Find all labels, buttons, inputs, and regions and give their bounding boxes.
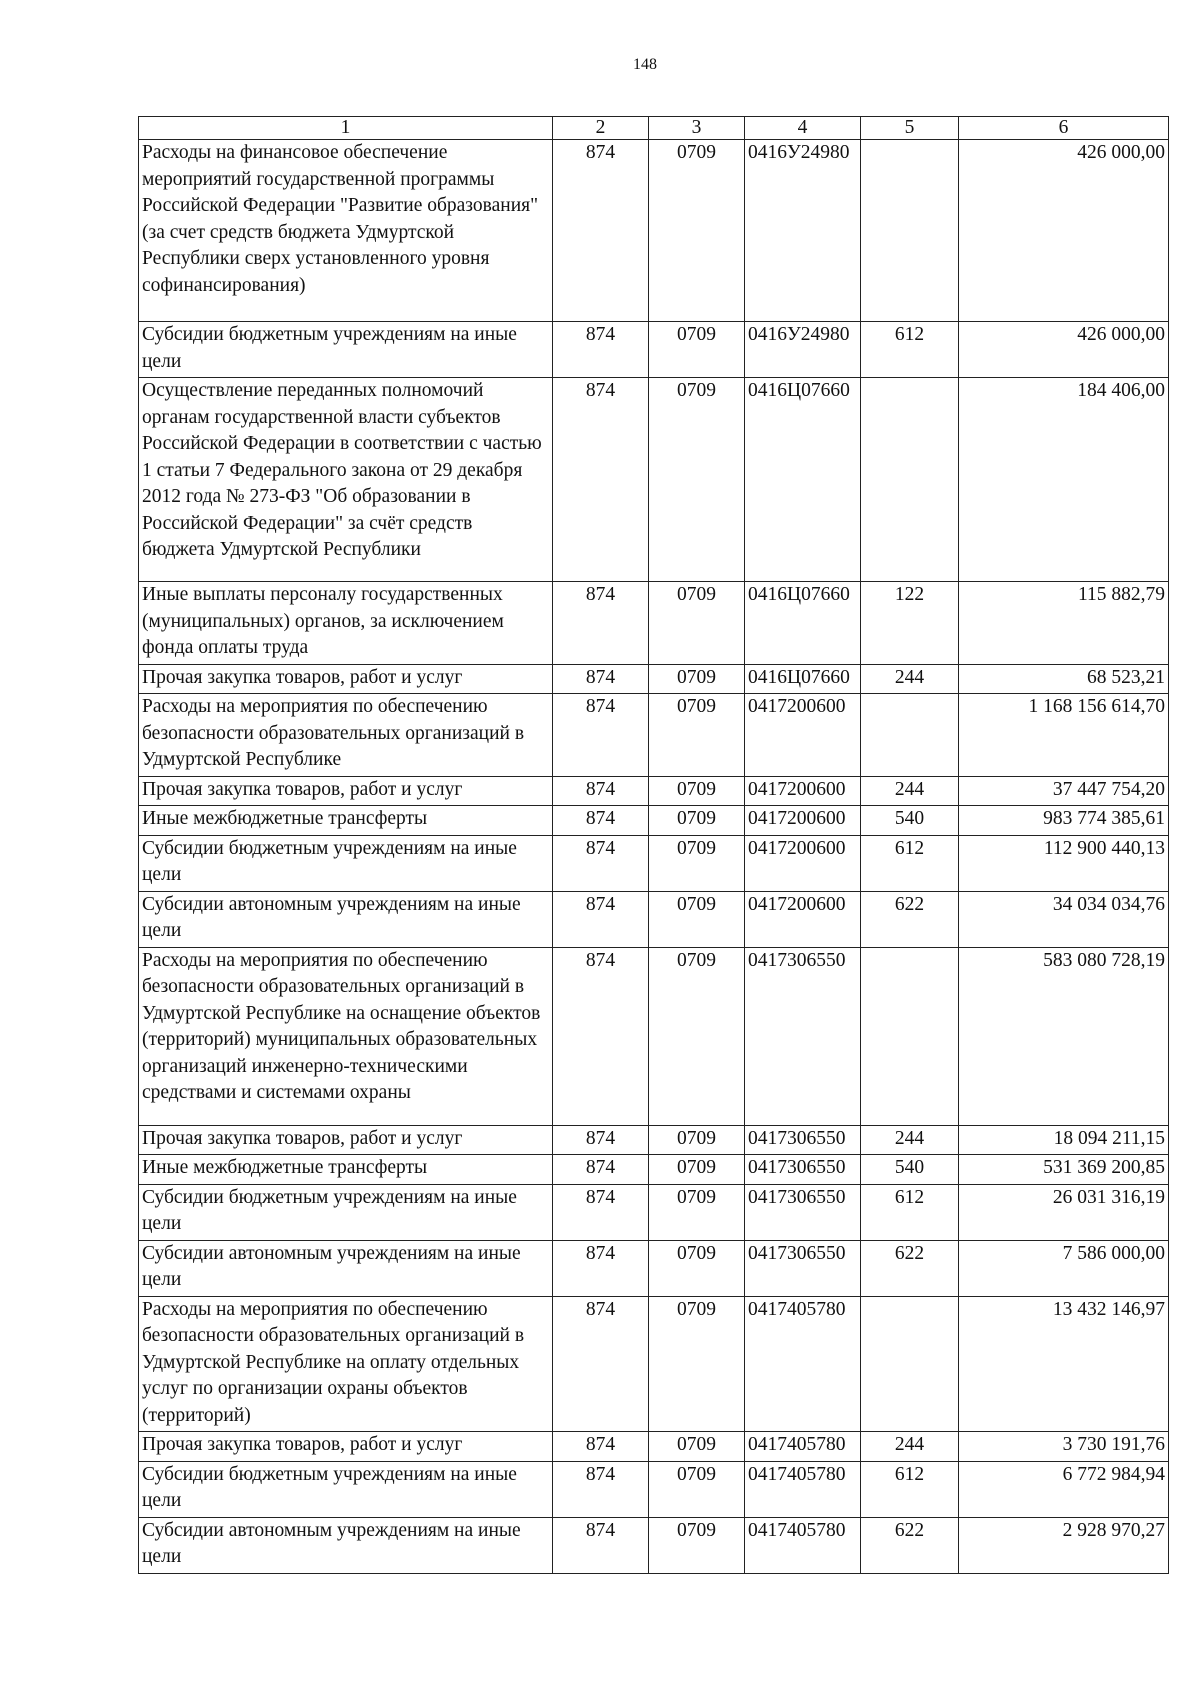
table-row xyxy=(139,806,1169,836)
row-section-code: 0709 xyxy=(649,806,745,836)
row-ved-code: 874 xyxy=(553,322,649,378)
row-section-code: 0709 xyxy=(649,694,745,777)
row-expense-type: 244 xyxy=(861,776,959,806)
row-section-code: 0709 xyxy=(649,1461,745,1517)
row-target-article: 0417306550 xyxy=(745,1125,861,1155)
row-ved-code: 874 xyxy=(553,1432,649,1462)
row-ved-code: 874 xyxy=(553,835,649,891)
row-ved-code: 874 xyxy=(553,776,649,806)
row-expense-type: 612 xyxy=(861,1184,959,1240)
table-row xyxy=(139,1184,1169,1240)
row-ved-code: 874 xyxy=(553,891,649,947)
row-target-article: 0417200600 xyxy=(745,776,861,806)
header-col-1: 1 xyxy=(139,117,553,140)
row-section-code: 0709 xyxy=(649,378,745,582)
table-header-row xyxy=(139,117,1169,140)
row-target-article: 0417200600 xyxy=(745,694,861,777)
row-name: Субсидии бюджетным учреждениям на иные цели xyxy=(139,322,553,378)
row-name: Субсидии автономным учреждениям на иные цели xyxy=(139,891,553,947)
row-amount: 37 447 754,20 xyxy=(959,776,1169,806)
row-section-code: 0709 xyxy=(649,1155,745,1185)
row-name: Расходы на мероприятия по обеспечению безопасности образовательных организаций в Удмуртской Республике xyxy=(139,694,553,777)
row-name: Субсидии бюджетным учреждениям на иные цели xyxy=(139,835,553,891)
row-section-code: 0709 xyxy=(649,1517,745,1573)
row-amount: 184 406,00 xyxy=(959,378,1169,582)
row-name: Прочая закупка товаров, работ и услуг xyxy=(139,1432,553,1462)
row-name: Расходы на финансовое обеспечение мероприятий государственной программы Российской Федерации "Развитие образования" (за счет средств бюджета Удмуртской Республики сверх установленного уровня софинансирования) xyxy=(139,140,553,322)
row-name: Субсидии бюджетным учреждениям на иные цели xyxy=(139,1184,553,1240)
row-expense-type xyxy=(861,1296,959,1432)
row-expense-type: 540 xyxy=(861,1155,959,1185)
row-amount: 531 369 200,85 xyxy=(959,1155,1169,1185)
row-name: Субсидии бюджетным учреждениям на иные цели xyxy=(139,1461,553,1517)
row-target-article: 0417306550 xyxy=(745,1184,861,1240)
row-expense-type: 622 xyxy=(861,1517,959,1573)
row-target-article: 0417405780 xyxy=(745,1517,861,1573)
table-row xyxy=(139,582,1169,665)
row-expense-type: 612 xyxy=(861,322,959,378)
row-section-code: 0709 xyxy=(649,1184,745,1240)
row-amount: 68 523,21 xyxy=(959,664,1169,694)
row-name: Прочая закупка товаров, работ и услуг xyxy=(139,776,553,806)
table-row xyxy=(139,664,1169,694)
row-target-article: 0416Ц07660 xyxy=(745,664,861,694)
row-expense-type xyxy=(861,694,959,777)
row-section-code: 0709 xyxy=(649,1125,745,1155)
row-expense-type: 612 xyxy=(861,1461,959,1517)
table-row xyxy=(139,1517,1169,1573)
row-section-code: 0709 xyxy=(649,322,745,378)
row-name: Иные межбюджетные трансферты xyxy=(139,806,553,836)
row-ved-code: 874 xyxy=(553,1517,649,1573)
row-section-code: 0709 xyxy=(649,891,745,947)
header-col-3: 3 xyxy=(649,117,745,140)
row-section-code: 0709 xyxy=(649,1432,745,1462)
row-amount: 983 774 385,61 xyxy=(959,806,1169,836)
row-expense-type: 122 xyxy=(861,582,959,665)
table-row xyxy=(139,1125,1169,1155)
row-amount: 583 080 728,19 xyxy=(959,947,1169,1125)
row-expense-type: 244 xyxy=(861,1125,959,1155)
row-amount: 34 034 034,76 xyxy=(959,891,1169,947)
row-amount: 426 000,00 xyxy=(959,322,1169,378)
table-row xyxy=(139,140,1169,322)
row-amount: 115 882,79 xyxy=(959,582,1169,665)
row-amount: 18 094 211,15 xyxy=(959,1125,1169,1155)
row-name: Прочая закупка товаров, работ и услуг xyxy=(139,1125,553,1155)
row-target-article: 0416Ц07660 xyxy=(745,582,861,665)
table-row xyxy=(139,378,1169,582)
row-ved-code: 874 xyxy=(553,664,649,694)
row-target-article: 0417405780 xyxy=(745,1296,861,1432)
row-ved-code: 874 xyxy=(553,694,649,777)
row-section-code: 0709 xyxy=(649,140,745,322)
row-name: Иные межбюджетные трансферты xyxy=(139,1155,553,1185)
row-name: Субсидии автономным учреждениям на иные цели xyxy=(139,1240,553,1296)
row-ved-code: 874 xyxy=(553,1184,649,1240)
row-section-code: 0709 xyxy=(649,1296,745,1432)
header-col-6: 6 xyxy=(959,117,1169,140)
row-target-article: 0417405780 xyxy=(745,1461,861,1517)
row-amount: 426 000,00 xyxy=(959,140,1169,322)
row-amount: 13 432 146,97 xyxy=(959,1296,1169,1432)
table-row xyxy=(139,322,1169,378)
row-section-code: 0709 xyxy=(649,582,745,665)
row-expense-type: 622 xyxy=(861,891,959,947)
row-expense-type xyxy=(861,378,959,582)
table-row xyxy=(139,694,1169,777)
header-col-5: 5 xyxy=(861,117,959,140)
row-expense-type xyxy=(861,140,959,322)
row-ved-code: 874 xyxy=(553,1296,649,1432)
row-section-code: 0709 xyxy=(649,664,745,694)
header-col-4: 4 xyxy=(745,117,861,140)
row-name: Осуществление переданных полномочий органам государственной власти субъектов Российской Федерации в соответствии с частью 1 статьи 7 Федерального закона от 29 декабря 2012 года № 273-ФЗ "Об образовании в Российской Федерации" за счёт средств бюджета Удмуртской Республики xyxy=(139,378,553,582)
table-row xyxy=(139,891,1169,947)
row-section-code: 0709 xyxy=(649,947,745,1125)
row-name: Прочая закупка товаров, работ и услуг xyxy=(139,664,553,694)
row-target-article: 0416Ц07660 xyxy=(745,378,861,582)
row-target-article: 0417306550 xyxy=(745,1240,861,1296)
table-row xyxy=(139,1461,1169,1517)
row-ved-code: 874 xyxy=(553,582,649,665)
row-name: Расходы на мероприятия по обеспечению безопасности образовательных организаций в Удмуртской Республике на оплату отдельных услуг по организации охраны объектов (территорий) xyxy=(139,1296,553,1432)
row-amount: 112 900 440,13 xyxy=(959,835,1169,891)
row-ved-code: 874 xyxy=(553,378,649,582)
row-target-article: 0416У24980 xyxy=(745,322,861,378)
table-row xyxy=(139,776,1169,806)
table-row xyxy=(139,1432,1169,1462)
row-amount: 1 168 156 614,70 xyxy=(959,694,1169,777)
table-row xyxy=(139,1296,1169,1432)
table-row xyxy=(139,947,1169,1125)
row-name: Субсидии автономным учреждениям на иные цели xyxy=(139,1517,553,1573)
row-section-code: 0709 xyxy=(649,776,745,806)
row-section-code: 0709 xyxy=(649,835,745,891)
row-ved-code: 874 xyxy=(553,140,649,322)
row-amount: 6 772 984,94 xyxy=(959,1461,1169,1517)
table-row xyxy=(139,1155,1169,1185)
row-target-article: 0416У24980 xyxy=(745,140,861,322)
row-name: Иные выплаты персоналу государственных (муниципальных) органов, за исключением фонда оплаты труда xyxy=(139,582,553,665)
budget-table xyxy=(138,116,1169,1574)
row-expense-type: 622 xyxy=(861,1240,959,1296)
row-ved-code: 874 xyxy=(553,1155,649,1185)
table-row xyxy=(139,835,1169,891)
row-expense-type: 244 xyxy=(861,1432,959,1462)
page-number: 148 xyxy=(633,56,657,73)
row-expense-type: 612 xyxy=(861,835,959,891)
row-ved-code: 874 xyxy=(553,1125,649,1155)
row-ved-code: 874 xyxy=(553,1461,649,1517)
row-target-article: 0417200600 xyxy=(745,891,861,947)
row-amount: 2 928 970,27 xyxy=(959,1517,1169,1573)
row-ved-code: 874 xyxy=(553,947,649,1125)
row-target-article: 0417306550 xyxy=(745,947,861,1125)
row-amount: 26 031 316,19 xyxy=(959,1184,1169,1240)
row-target-article: 0417306550 xyxy=(745,1155,861,1185)
row-target-article: 0417405780 xyxy=(745,1432,861,1462)
row-target-article: 0417200600 xyxy=(745,835,861,891)
row-name: Расходы на мероприятия по обеспечению безопасности образовательных организаций в Удмуртской Республике на оснащение объектов (территорий) муниципальных образовательных организаций инженерно-техническими средствами и системами охраны xyxy=(139,947,553,1125)
table-row xyxy=(139,1240,1169,1296)
row-expense-type xyxy=(861,947,959,1125)
row-amount: 7 586 000,00 xyxy=(959,1240,1169,1296)
header-col-2: 2 xyxy=(553,117,649,140)
row-amount: 3 730 191,76 xyxy=(959,1432,1169,1462)
row-expense-type: 244 xyxy=(861,664,959,694)
row-expense-type: 540 xyxy=(861,806,959,836)
row-target-article: 0417200600 xyxy=(745,806,861,836)
row-section-code: 0709 xyxy=(649,1240,745,1296)
row-ved-code: 874 xyxy=(553,806,649,836)
row-ved-code: 874 xyxy=(553,1240,649,1296)
